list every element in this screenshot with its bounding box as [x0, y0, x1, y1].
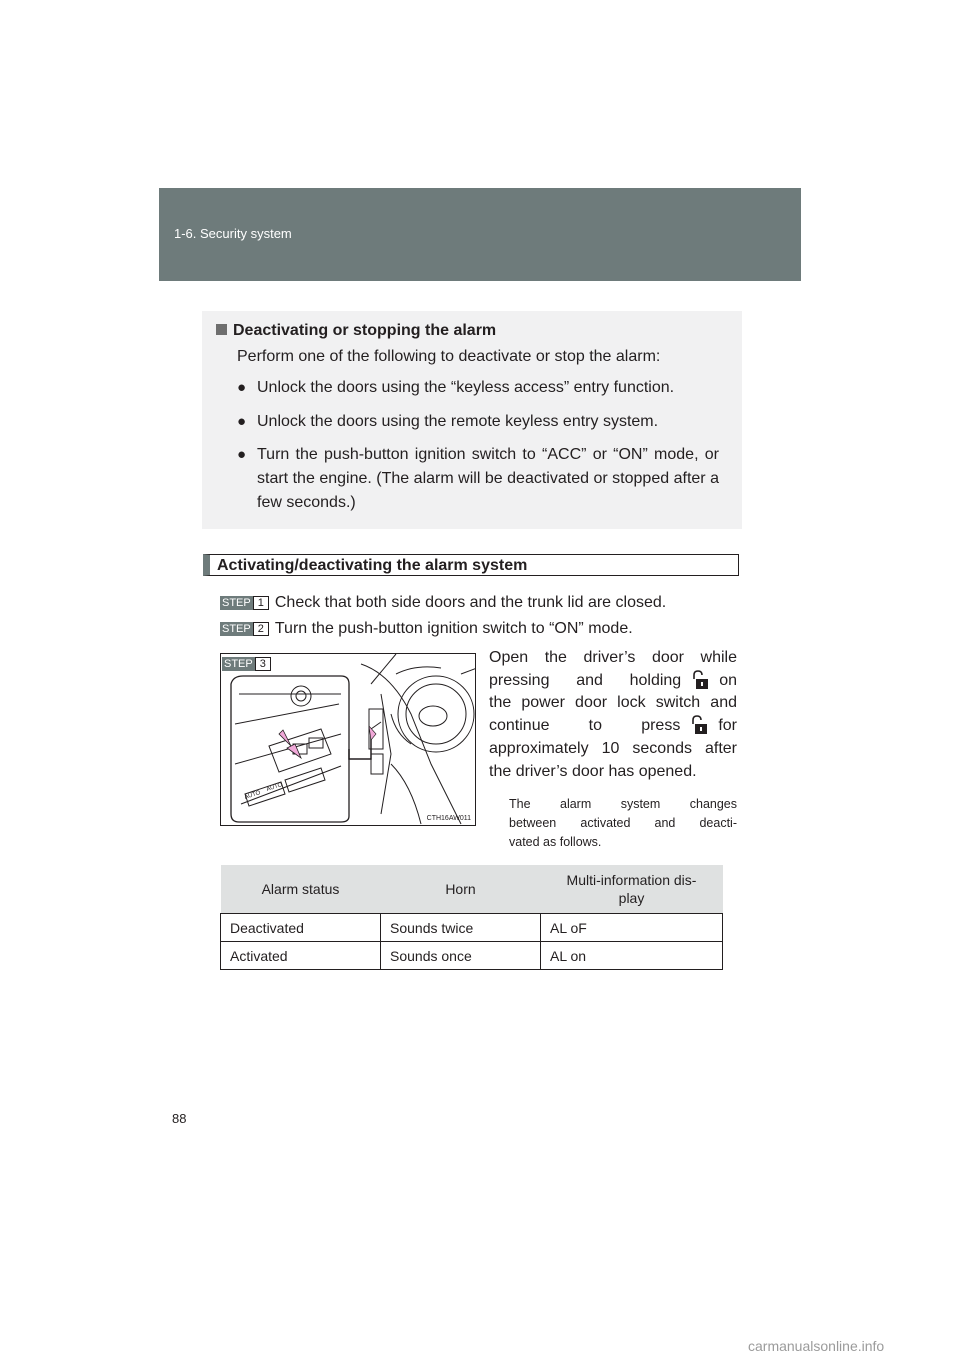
unlock-icon — [688, 715, 710, 735]
info-bullet-1 — [237, 376, 719, 400]
step-text: Check that both side doors and the trunk lid are closed. — [274, 594, 667, 611]
column-header: Alarm status — [221, 865, 381, 914]
step-3-line: approximately 10 seconds after — [489, 739, 737, 757]
step-3-badge — [222, 655, 277, 673]
step-number: 3 — [255, 657, 271, 671]
table-cell: Sounds twice — [381, 914, 541, 942]
note-line: The alarm system changes — [509, 797, 737, 811]
page-number: 88 — [172, 1111, 187, 1126]
info-bullet-text: Unlock the doors using the “keyless access” entry function. — [257, 379, 675, 396]
table-cell: Deactivated — [221, 914, 381, 942]
svg-text:AUTO: AUTO — [243, 790, 262, 801]
info-bullet-2 — [237, 410, 719, 434]
table-cell: Sounds once — [381, 942, 541, 970]
info-box-title-text: Deactivating or stopping the alarm — [233, 322, 497, 339]
section-heading-text: Activating/deactivating the alarm system — [217, 557, 528, 574]
step-badge — [220, 622, 269, 636]
table-cell: Activated — [221, 942, 381, 970]
step-badge — [220, 596, 269, 610]
info-box-intro: Perform one of the following to deactivate or stop the alarm: — [237, 348, 661, 365]
note-line: between activated and deacti- — [509, 816, 737, 830]
step-2 — [220, 620, 633, 638]
step-3-text-part: pressing and holding — [489, 671, 682, 689]
step-text: Turn the push-button ignition switch to “ON” mode. — [274, 620, 633, 637]
table-cell: AL oF — [541, 914, 723, 942]
step-badge — [222, 657, 271, 671]
step-word: STEP — [224, 658, 253, 670]
step-number: 2 — [253, 622, 269, 636]
step-3-text-part: continue to press — [489, 717, 681, 735]
unlock-icon — [689, 670, 711, 690]
info-box-title — [216, 322, 496, 340]
note-line: vated as follows. — [509, 835, 602, 849]
alarm-note — [509, 795, 737, 852]
step-3-line — [489, 715, 737, 738]
door-lock-switch-illustration — [220, 653, 476, 826]
table-row — [221, 914, 723, 942]
door-panel-drawing — [221, 654, 476, 826]
alarm-status-table — [220, 865, 723, 970]
bullet-dot-icon: ● — [237, 413, 247, 430]
svg-text:AUTO: AUTO — [265, 782, 284, 793]
table-header-row — [221, 865, 723, 914]
bullet-dot-icon: ● — [237, 379, 247, 396]
step-3-line: Open the driver’s door while — [489, 649, 737, 666]
table-cell: AL on — [541, 942, 723, 970]
step-3-text-part: for — [718, 717, 737, 735]
column-header: Multi-information dis- play — [541, 865, 723, 914]
watermark: carmanualsonline.info — [748, 1338, 885, 1354]
figure-code: CTH16AW011 — [426, 815, 471, 822]
step-1 — [220, 594, 666, 612]
step-3-line: the driver’s door has opened. — [489, 762, 697, 780]
step-3-text — [489, 647, 737, 783]
info-bullet-3 — [237, 443, 719, 515]
step-3-text-part: on — [719, 671, 737, 689]
section-title: 1-6. Security system — [174, 226, 292, 241]
step-3-line — [489, 670, 737, 693]
step-number: 1 — [253, 596, 269, 610]
info-bullet-text: Turn the push-button ignition switch to “ACC” or “ON” mode, or start the engine. (The alarm will be deactivated or stopped after a few seconds.) — [257, 446, 719, 511]
column-header: Horn — [381, 865, 541, 914]
step-word: STEP — [222, 623, 251, 635]
info-bullet-text: Unlock the doors using the remote keyless entry system. — [257, 413, 659, 430]
table-row — [221, 942, 723, 970]
chapter-header-bar — [159, 188, 801, 281]
bullet-dot-icon: ● — [237, 446, 247, 463]
step-3-line: the power door lock switch and — [489, 694, 737, 712]
square-bullet-icon — [216, 324, 227, 335]
step-word: STEP — [222, 597, 251, 609]
section-heading — [203, 554, 739, 576]
info-box — [202, 311, 742, 529]
